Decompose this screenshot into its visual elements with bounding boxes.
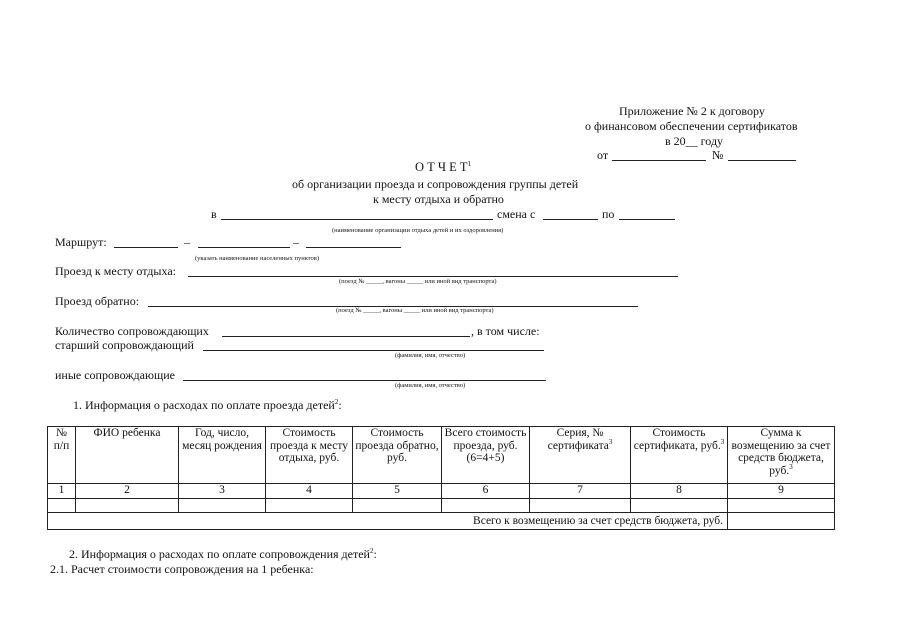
table-cell <box>530 499 631 513</box>
section-1-heading: 1. Информация о расходах по оплате проезда детей$^2$: <box>73 398 342 412</box>
trip-back-label: Проезд обратно: <box>55 294 140 308</box>
column-number-cell: 9 <box>728 484 835 499</box>
column-number-cell: 8 <box>631 484 728 499</box>
table-column-numbers-row <box>48 484 835 499</box>
appendix-date-label: от <box>597 148 609 162</box>
senior-escort-hint: (фамилия, имя, отчество) <box>395 352 466 359</box>
header-cell-cost-back: Стоимость проезда обратно, руб. <box>353 427 442 484</box>
org-name-line <box>221 219 493 220</box>
table-cell <box>353 499 442 513</box>
senior-escort-label: старший сопровождающий <box>55 338 194 352</box>
other-escorts-hint: (фамилия, имя, отчество) <box>395 382 466 389</box>
table-total-row <box>48 513 835 530</box>
appendix-line-1: Приложение № 2 к договору <box>619 104 765 118</box>
table-cell <box>76 499 179 513</box>
table-header-row <box>48 427 835 484</box>
table-cell <box>48 499 76 513</box>
trip-to-hint: (поезд № _____, вагоны _____ или иной вид транспорта) <box>339 278 497 285</box>
appendix-number-label: № <box>712 148 724 162</box>
table-row <box>48 499 835 513</box>
route-dash-1: – <box>184 235 190 249</box>
report-title: О Т Ч Е $Т^1$ <box>415 159 472 174</box>
table-cell <box>266 499 353 513</box>
shift-from-label: смена с <box>497 207 536 221</box>
other-escorts-label: иные сопровождающие <box>55 368 175 382</box>
report-subtitle-2: к месту отдыха и обратно <box>373 192 504 206</box>
column-number-cell: 4 <box>266 484 353 499</box>
table-cell <box>442 499 530 513</box>
trip-to-label: Проезд к месту отдыха: <box>55 264 176 278</box>
escort-including-label: , в том числе: <box>471 324 540 338</box>
escort-count-label: Количество сопровождающих <box>55 324 209 338</box>
table-cell <box>728 499 835 513</box>
header-cell-certificate-id: Серия, № сертификата$^3$ <box>530 427 631 484</box>
table-cell <box>631 499 728 513</box>
total-label-cell: Всего к возмещению за счет средств бюджета, руб. <box>48 513 728 530</box>
column-number-cell: 7 <box>530 484 631 499</box>
trip-back-hint: (поезд № _____, вагоны _____ или иной вид транспорта) <box>336 307 494 314</box>
table-cell <box>179 499 266 513</box>
appendix-line-2: о финансовом обеспечении сертификатов <box>585 119 798 133</box>
route-dash-2: – <box>293 235 299 249</box>
route-hint: (указать наименование населенных пунктов) <box>195 255 320 262</box>
header-cell-number: № п/п <box>48 427 76 484</box>
header-cell-certificate-cost: Стоимость сертификата, руб.$^3$ <box>631 427 728 484</box>
other-escorts-line <box>183 380 546 381</box>
route-line-1 <box>114 247 178 248</box>
shift-to-label: по <box>602 207 615 221</box>
appendix-line-3: в 20__ году <box>665 134 724 148</box>
column-number-cell: 2 <box>76 484 179 499</box>
header-cell-child-name: ФИО ребенка <box>76 427 179 484</box>
total-value-cell <box>728 513 835 530</box>
column-number-cell: 1 <box>48 484 76 499</box>
section-2-heading: 2. Информация о расходах по оплате сопровождения детей$^2$: <box>69 547 377 561</box>
column-number-cell: 6 <box>442 484 530 499</box>
appendix-date-line <box>612 160 706 161</box>
report-subtitle-1: об организации проезда и сопровождения группы детей <box>292 177 579 191</box>
header-cell-cost-total: Всего стоимость проезда, руб. (6=4+5) <box>442 427 530 484</box>
header-cell-cost-to: Стоимость проезда к месту отдыха, руб. <box>266 427 353 484</box>
shift-to-line <box>619 219 675 220</box>
route-line-3 <box>306 247 401 248</box>
section-2-1-heading: 2.1. Расчет стоимости сопровождения на 1 ребенка: <box>50 562 314 576</box>
org-name-hint: (наименование организации отдыха детей и их оздоровления) <box>332 227 504 234</box>
expenses-table <box>47 426 835 530</box>
org-in-label: в <box>211 207 217 221</box>
route-label: Маршрут: <box>55 235 107 249</box>
senior-escort-line <box>203 350 544 351</box>
trip-to-line <box>188 276 678 277</box>
header-cell-birth-date: Год, число, месяц рождения <box>179 427 266 484</box>
column-number-cell: 3 <box>179 484 266 499</box>
column-number-cell: 5 <box>353 484 442 499</box>
shift-from-line <box>543 219 598 220</box>
appendix-number-line <box>728 160 796 161</box>
header-cell-reimbursement: Сумма к возмещению за счет средств бюджета, руб.$^3$ <box>728 427 835 484</box>
route-line-2 <box>198 247 290 248</box>
escort-count-line <box>222 336 470 337</box>
